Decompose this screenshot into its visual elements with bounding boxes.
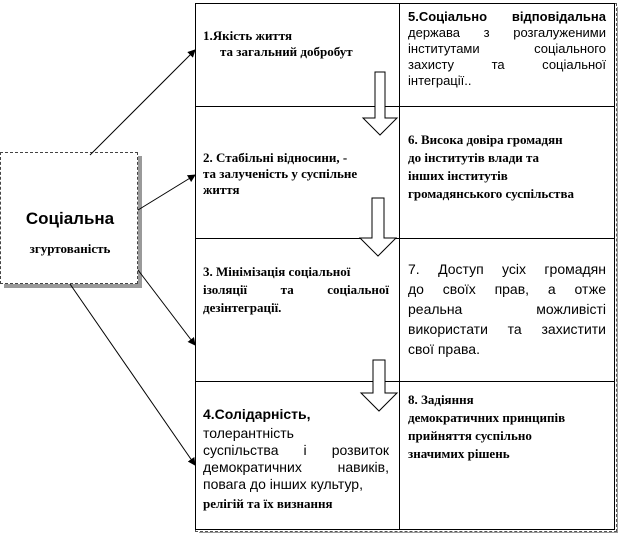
cell-6-line3: інших інститутів <box>408 168 508 183</box>
cell-3-title: 3. Мінімізація соціальної <box>203 264 351 279</box>
cell-5-line2: держава з розгалуженими <box>408 25 606 40</box>
cell-2-title: 2. Стабільні відносини, - <box>203 150 348 165</box>
cell-4-line4: демократичних навиків, <box>203 459 389 475</box>
cell-4-line2: толерантність <box>203 425 294 441</box>
block-arrow-2 <box>360 198 396 256</box>
cell-4-line6: релігій та їх визнання <box>203 496 333 511</box>
connector-4 <box>70 284 195 465</box>
cell-7-line5: свої права. <box>408 341 480 357</box>
connector-3 <box>138 270 195 345</box>
cell-4-title: 4.Солідарність, <box>203 406 311 422</box>
connector-2 <box>138 175 195 210</box>
center-title: Соціальна <box>25 209 115 228</box>
center-subtitle: згуртованість <box>29 241 111 256</box>
cell-6-line2: до інститутів влади та <box>408 150 540 165</box>
cell-2-line2: та залученість у суспільне <box>203 166 358 181</box>
cell-7-line4: використати та захистити <box>408 321 606 337</box>
block-arrow-1 <box>363 72 397 135</box>
cell-8-line2: демократичних принципів <box>408 410 566 425</box>
cell-7-line3: реальна можливісті <box>408 301 606 317</box>
block-arrow-3 <box>361 360 397 411</box>
cell-8-line4: значимих рішень <box>408 446 510 461</box>
cell-3-line3: дезінтеграції. <box>203 300 282 315</box>
cell-5-line3: інститутами соціального <box>408 41 606 56</box>
cell-8-line3: прийняття суспільно <box>408 428 532 443</box>
cell-4-line3: суспільства і розвиток <box>203 442 389 458</box>
cell-1-line2: та загальний добробут <box>220 44 353 59</box>
cell-5-line4: захисту та соціальної <box>408 57 606 72</box>
connector-1 <box>90 50 195 155</box>
cell-3-line2: ізоляції та соціальної <box>203 282 389 297</box>
cell-6-line1: 6. Висока довіра громадян <box>408 132 563 147</box>
cell-2-line3: життя <box>203 182 240 197</box>
cell-1-title: 1.Якість життя <box>203 28 293 43</box>
cell-7-line1: 7. Доступ усіх громадян <box>408 261 606 277</box>
cell-4-line5: повага до інших культур, <box>203 476 363 492</box>
cell-5-line1: 5.Соціально відповідальна <box>408 9 606 24</box>
cell-5-line5: інтеграції.. <box>408 73 472 88</box>
cell-6-line4: громадянського суспільства <box>408 186 574 201</box>
cell-8-line1: 8. Задіяння <box>408 392 474 407</box>
cell-7-line2: до своїх прав, а отже <box>408 281 606 297</box>
